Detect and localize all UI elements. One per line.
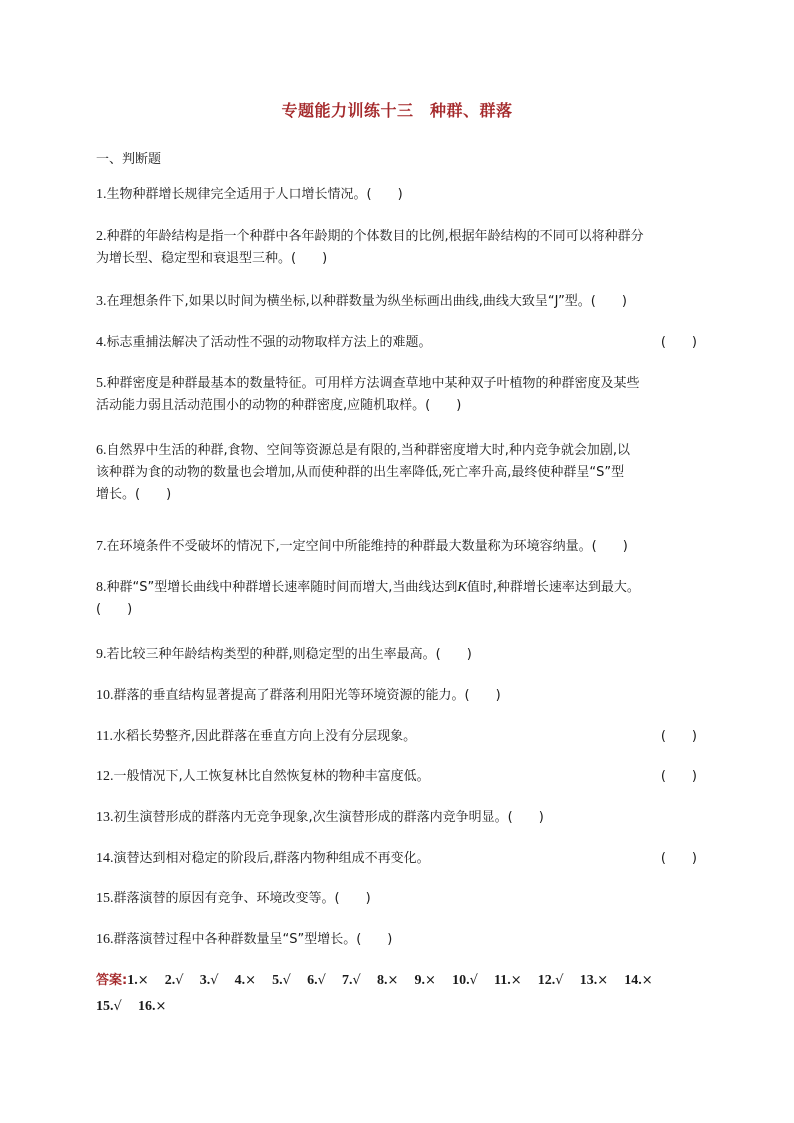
question-number: 13. [96,810,114,825]
answer-mark: √ [352,973,361,988]
question-15 [96,888,706,910]
question-number: 15. [96,891,114,906]
answer-item [200,973,219,988]
answer-mark: √ [555,973,564,988]
answer-number: 5. [272,973,283,988]
question-number: 1. [96,187,107,202]
question-12 [96,766,706,788]
question-text-part: 种群“S”型增长曲线中种群增长速率随时间而增大,当曲线达到 [106,580,458,595]
answer-item [307,973,326,988]
question-number: 11. [96,729,113,744]
question-2 [96,226,706,270]
answer-number: 2. [164,973,176,988]
question-13 [96,807,706,829]
answer-item [235,973,256,988]
question-text: 在理想条件下,如果以时间为横坐标,以种群数量为纵坐标画出曲线,曲线大致呈“J”型。( ) [106,294,627,309]
answer-number: 13. [579,973,598,988]
question-text: 群落演替的原因有竞争、环境改变等。( ) [113,891,371,906]
answer-mark: √ [175,973,184,988]
answer-bracket: ( ) [96,602,133,617]
question-text: 一般情况下,人工恢复林比自然恢复林的物种丰富度低。 [113,769,430,784]
k-symbol: K [457,580,467,595]
question-text-line: 自然界中生活的种群,食物、空间等资源总是有限的,当种群密度增大时,种内竞争就会加剧,以 [106,443,631,458]
question-text: 演替达到相对稳定的阶段后,群落内物种组成不再变化。 [113,851,430,866]
answer-item [138,999,166,1014]
answer-number: 16. [137,999,156,1014]
question-text-line: 该种群为食的动物的数量也会增加,从而使种群的出生率降低,死亡率升高,最终使种群呈“S”型 [96,465,625,480]
answer-mark: √ [113,999,122,1014]
section-heading: 一、判断题 [96,152,162,167]
question-number: 9. [96,647,107,662]
answer-mark: √ [469,973,478,988]
answer-number: 11. [494,973,511,988]
question-1 [96,184,706,206]
answer-bracket: ( ) [660,851,697,866]
question-number: 4. [96,335,107,350]
answer-bracket: ( ) [660,729,697,744]
question-number: 3. [96,294,107,309]
question-6 [96,440,706,506]
answer-item [165,973,184,988]
answer-item [415,973,436,988]
answer-label: 答案: [96,973,128,988]
answer-number: 10. [452,973,470,988]
answer-bracket: ( ) [660,769,697,784]
page-title: 专题能力训练十三 种群、群落 [281,101,513,120]
question-14 [96,848,706,870]
question-number: 16. [96,932,114,947]
question-3 [96,291,706,313]
question-number: 10. [96,688,114,703]
answer-number: 15. [96,999,114,1014]
question-4 [96,332,706,354]
question-7 [96,536,706,558]
answer-mark: √ [317,973,326,988]
answer-key [96,968,706,1020]
question-number: 7. [96,539,107,554]
question-number: 5. [96,376,107,391]
answer-mark: √ [210,973,219,988]
question-10 [96,685,706,707]
answer-mark: × [155,999,167,1014]
answer-bracket: ( ) [660,335,697,350]
question-number: 12. [96,769,114,784]
question-9 [96,644,706,666]
answer-number: 14. [624,973,642,988]
question-text-line: 增长。( ) [96,487,172,502]
answer-mark: × [641,973,653,988]
question-8 [96,577,706,621]
question-11 [96,726,706,748]
question-text: 生物种群增长规律完全适用于人口增长情况。( ) [106,187,403,202]
answer-mark: × [597,973,609,988]
answer-item [272,973,291,988]
question-text: 群落的垂直结构显著提高了群落利用阳光等环境资源的能力。( ) [113,688,501,703]
answer-mark: × [425,973,436,988]
question-text: 若比较三种年龄结构类型的种群,则稳定型的出生率最高。( ) [106,647,472,662]
answer-number: 6. [307,973,318,988]
answer-item [452,973,478,988]
answer-number: 1. [127,973,138,988]
question-text-line: 为增长型、稳定型和衰退型三种。( ) [96,251,328,266]
answer-item [342,973,361,988]
answer-mark: × [245,973,257,988]
question-5 [96,373,706,417]
question-text-line: 种群密度是种群最基本的数量特征。可用样方法调查草地中某种双子叶植物的种群密度及某些 [106,376,640,391]
answer-item [96,999,122,1014]
question-16 [96,929,706,951]
answer-item [624,973,652,988]
question-text: 在环境条件不受破坏的情况下,一定空间中所能维持的种群最大数量称为环境容纳量。( ) [106,539,628,554]
answer-number: 3. [199,973,211,988]
question-text: 水稻长势整齐,因此群落在垂直方向上没有分层现象。 [112,729,417,744]
answer-item [580,973,608,988]
question-text: 标志重捕法解决了活动性不强的动物取样方法上的难题。 [106,335,432,350]
answer-mark: × [510,973,522,988]
question-text-line: 活动能力弱且活动范围小的动物的种群密度,应随机取样。( ) [96,398,462,413]
question-text: 初生演替形成的群落内无竞争现象,次生演替形成的群落内竞争明显。( ) [113,810,544,825]
answer-item [127,973,148,988]
answer-number: 12. [537,973,556,988]
answer-item [494,973,522,988]
question-number: 8. [96,580,107,595]
answer-mark: × [137,973,149,988]
question-text-line: 种群的年龄结构是指一个种群中各年龄期的个体数目的比例,根据年龄结构的不同可以将种群分 [106,229,644,244]
answer-mark: √ [282,973,291,988]
answer-number: 4. [234,973,246,988]
answer-number: 7. [342,973,353,988]
answer-items [96,973,665,1014]
question-text-part: 值时,种群增长速率达到最大。 [466,580,640,595]
answer-item [377,973,398,988]
question-number: 2. [96,229,107,244]
question-number: 6. [96,443,107,458]
answer-mark: × [387,973,399,988]
answer-number: 9. [414,973,426,988]
question-text: 群落演替过程中各种群数量呈“S”型增长。( ) [113,932,393,947]
question-number: 14. [96,851,114,866]
answer-item [538,973,564,988]
answer-number: 8. [376,973,388,988]
